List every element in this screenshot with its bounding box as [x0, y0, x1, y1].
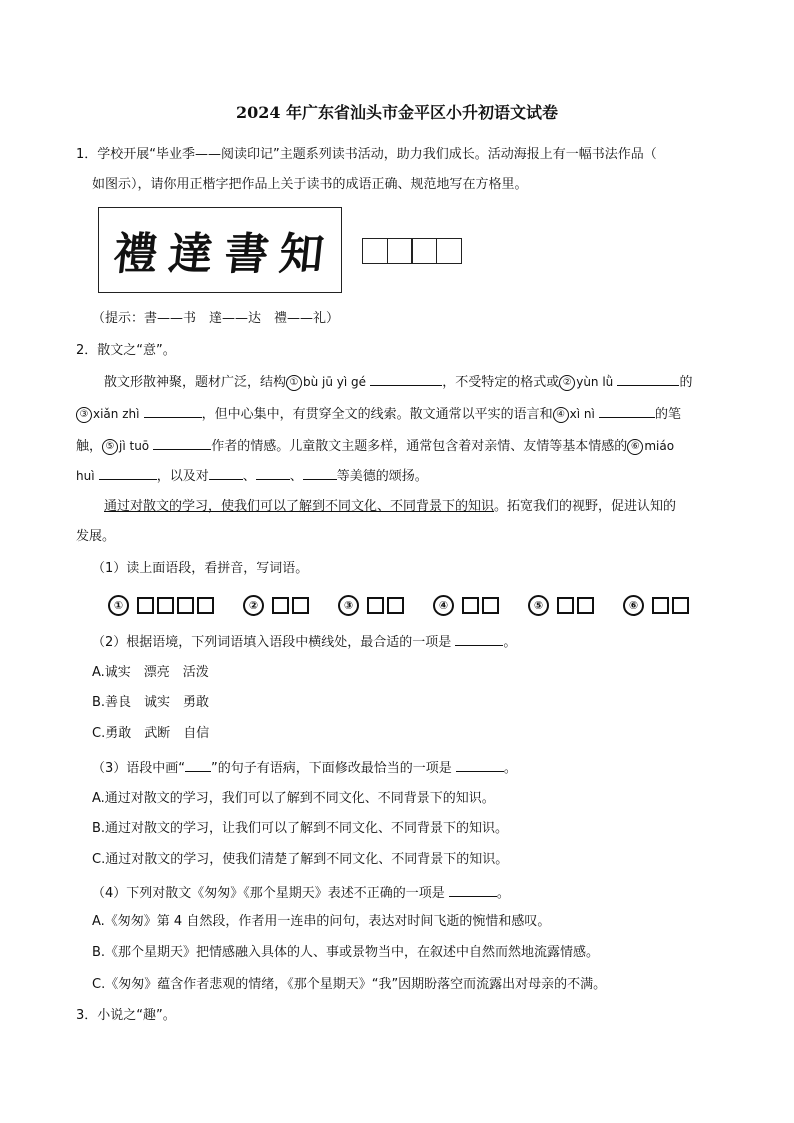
pinyin: xiǎn zhì — [93, 407, 140, 421]
answer-group-4 — [433, 595, 502, 616]
answer-blank[interactable] — [370, 372, 442, 386]
pinyin: huì — [76, 469, 95, 483]
answer-box[interactable] — [177, 597, 194, 614]
pinyin: yùn lǜ — [576, 375, 614, 389]
circled-number: ⑤ — [528, 595, 549, 616]
circled-number: ① — [286, 375, 302, 391]
answer-box[interactable] — [197, 597, 214, 614]
answer-box[interactable] — [672, 597, 689, 614]
answer-blank[interactable] — [455, 632, 503, 646]
answer-blank[interactable] — [449, 883, 497, 897]
answer-box[interactable] — [137, 597, 154, 614]
answer-box[interactable] — [577, 597, 594, 614]
answer-box-row — [108, 595, 738, 616]
q2-paragraph-line3: 触， ⑤ jì tuō 作者的情感。儿童散文主题多样，通常包含着对亲情、友情等基本情感的 ⑥ miáo — [76, 436, 674, 456]
q2-paragraph-line4: huì ，以及对 、 、 等美德的颂扬。 — [76, 466, 428, 486]
option-b[interactable]: B.通过对散文的学习，让我们可以了解到不同文化、不同背景下的知识。 — [92, 821, 509, 836]
calligraphy-char: 禮 — [110, 229, 162, 280]
grid-cell[interactable] — [362, 238, 388, 264]
answer-blank[interactable] — [303, 466, 337, 480]
option-a[interactable]: A.《匆匆》第 4 自然段，作者用一连串的问句，表达对时间飞逝的惋惜和感叹。 — [92, 914, 551, 929]
grid-cell[interactable] — [411, 238, 437, 264]
answer-grid[interactable] — [362, 238, 460, 264]
q1-line1: 1．学校开展“毕业季——阅读印记”主题系列读书活动，助力我们成长。活动海报上有一幅书法作品（ — [76, 147, 657, 162]
pinyin: xì nì — [569, 407, 595, 421]
answer-group-2 — [243, 595, 312, 616]
option-c[interactable]: C.《匆匆》蕴含作者悲观的情绪，《那个星期天》“我”因期盼落空而流露出对母亲的不满。 — [92, 977, 607, 992]
circled-number: ④ — [553, 407, 569, 423]
answer-box[interactable] — [652, 597, 669, 614]
q1-hint: （提示：書——书 達——达 禮——礼） — [92, 311, 340, 326]
q1-line2: 如图示），请你用正楷字把作品上关于读书的成语正确、规范地写在方格里。 — [92, 177, 528, 192]
answer-box[interactable] — [557, 597, 574, 614]
option-c[interactable]: C.通过对散文的学习，使我们清楚了解到不同文化、不同背景下的知识。 — [92, 852, 509, 867]
answer-box[interactable] — [387, 597, 404, 614]
pinyin: miáo — [644, 439, 675, 453]
circled-number: ⑥ — [627, 439, 643, 455]
q3-heading: 3．小说之“趣”。 — [76, 1008, 176, 1023]
calligraphy-char: 書 — [221, 229, 273, 280]
option-b[interactable]: B.《那个星期天》把情感融入具体的人、事或景物当中，在叙述中自然而然地流露情感。 — [92, 945, 600, 960]
page-title: 2024 年广东省汕头市金平区小升初语文试卷 — [235, 103, 559, 122]
answer-box[interactable] — [462, 597, 479, 614]
answer-group-6 — [623, 595, 692, 616]
option-b[interactable]: B.善良 诚实 勇敢 — [92, 695, 210, 710]
pinyin: jì tuō — [119, 439, 150, 453]
q2-sub3: （3）语段中画“ ”的句子有语病，下面修改最恰当的一项是 。 — [92, 758, 517, 778]
calligraphy-char: 達 — [166, 229, 218, 280]
answer-box[interactable] — [482, 597, 499, 614]
answer-blank[interactable] — [256, 466, 290, 480]
underlined-sentence: 通过对散文的学习，使我们可以了解到不同文化、不同背景下的知识 — [104, 499, 495, 514]
answer-blank[interactable] — [153, 436, 211, 450]
answer-box[interactable] — [272, 597, 289, 614]
circled-number: ① — [108, 595, 129, 616]
underline-mark — [185, 758, 211, 772]
answer-blank[interactable] — [209, 466, 243, 480]
pinyin: bù jū yì gé — [303, 375, 367, 389]
answer-box[interactable] — [367, 597, 384, 614]
grid-cell[interactable] — [436, 238, 462, 264]
q2-paragraph-line1: 散文形散神聚，题材广泛，结构 ① bù jū yì gé ，不受特定的格式或 ② yùn lǜ 的 — [104, 372, 692, 392]
circled-number: ② — [559, 375, 575, 391]
circled-number: ⑥ — [623, 595, 644, 616]
q2-sub4: （4）下列对散文《匆匆》《那个星期天》表述不正确的一项是 。 — [92, 883, 510, 903]
answer-box[interactable] — [292, 597, 309, 614]
circled-number: ③ — [338, 595, 359, 616]
answer-blank[interactable] — [456, 758, 504, 772]
answer-blank[interactable] — [599, 404, 655, 418]
q2-paragraph-line2: ③ xiǎn zhì ，但中心集中，有贯穿全文的线索。散文通常以平实的语言和 ④ xì nì 的笔 — [76, 404, 681, 424]
q2-sub2: （2）根据语境，下列词语填入语段中横线处，最合适的一项是 。 — [92, 632, 516, 652]
answer-box[interactable] — [157, 597, 174, 614]
option-a[interactable]: A.通过对散文的学习，我们可以了解到不同文化、不同背景下的知识。 — [92, 791, 495, 806]
q2-sub1: （1）读上面语段，看拼音，写词语。 — [92, 561, 309, 576]
answer-group-1 — [108, 595, 217, 616]
calligraphy-char: 知 — [277, 229, 329, 280]
option-c[interactable]: C.勇敢 武断 自信 — [92, 726, 210, 741]
circled-number: ③ — [76, 407, 92, 423]
answer-blank[interactable] — [144, 404, 202, 418]
grid-cell[interactable] — [387, 238, 413, 264]
option-a[interactable]: A.诚实 漂亮 活泼 — [92, 665, 209, 680]
q2-paragraph-line5: 通过对散文的学习，使我们可以了解到不同文化、不同背景下的知识。拓宽我们的视野，促进认知的 — [104, 499, 677, 514]
q2-heading: 2．散文之“意”。 — [76, 343, 176, 358]
circled-number: ④ — [433, 595, 454, 616]
calligraphy-artwork — [98, 207, 342, 293]
q2-paragraph-line6: 发展。 — [76, 529, 116, 544]
answer-group-5 — [528, 595, 597, 616]
answer-group-3 — [338, 595, 407, 616]
answer-blank[interactable] — [617, 372, 679, 386]
circled-number: ⑤ — [102, 439, 118, 455]
answer-blank[interactable] — [99, 466, 157, 480]
circled-number: ② — [243, 595, 264, 616]
